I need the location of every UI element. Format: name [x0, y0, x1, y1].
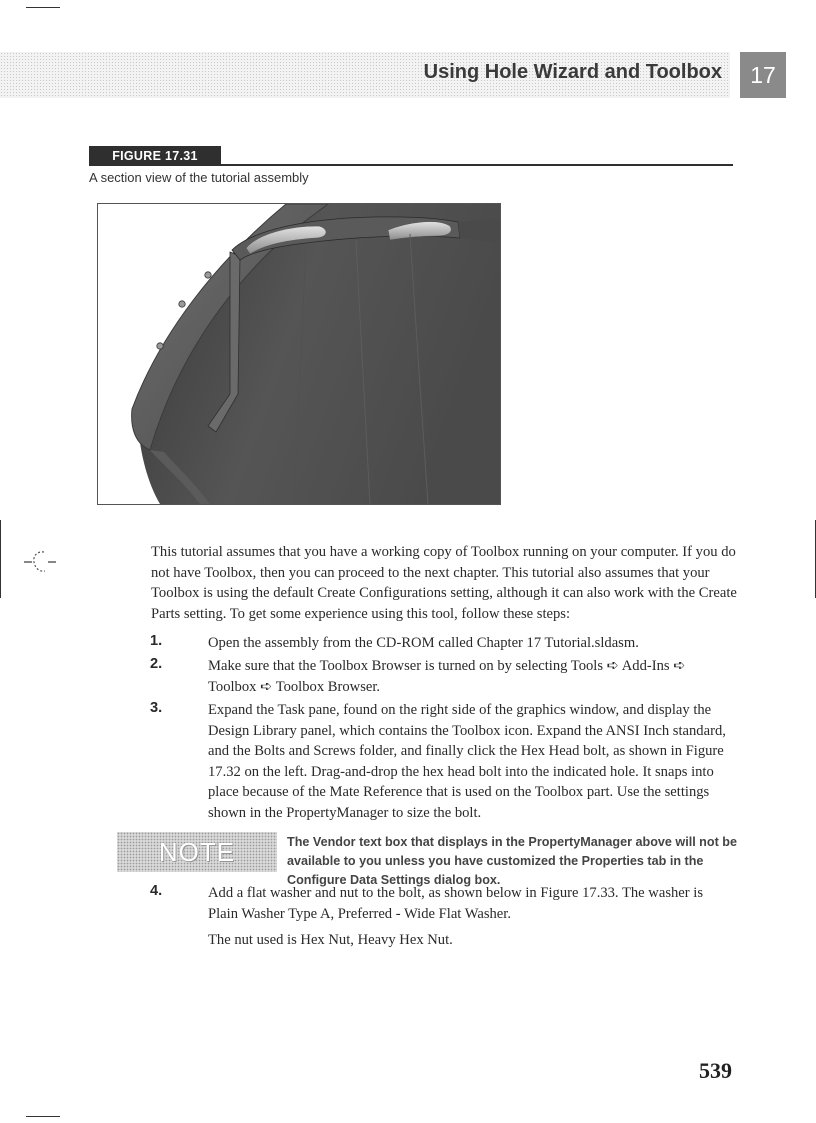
step-text: Open the assembly from the CD-ROM called Chapter 17 Tutorial.sldasm. [208, 635, 639, 651]
note-badge: NOTE [117, 832, 277, 872]
rim-hole [157, 343, 163, 349]
step-text: Expand the Task pane, found on the right side of the graphics window, and display the Design Library panel, which contains the Toolbox icon. Expand the ANSI Inch standard, and the Bolts and Screws folder, and finally click the Hex Head bolt, as shown in Figure 17.32 on the left. Drag-and-drop the hex head bolt into the indicated hole. It snaps into place because of the Mate Reference that is used on the Toolbox part. Use the settings shown in the PropertyManager to size the bolt. [208, 702, 726, 821]
note-text: The Vendor text box that displays in the PropertyManager above will not be available to you unless you have customized the Properties tab in the Configure Data Settings dialog box. [287, 835, 737, 887]
step-number: 4. [150, 883, 163, 899]
figure-rule [89, 164, 733, 166]
chapter-number-box: 17 [740, 52, 786, 98]
step-number: 2. [150, 656, 163, 672]
figure-label: FIGURE 17.31 [89, 146, 221, 165]
step-text: Add a flat washer and nut to the bolt, as shown below in Figure 17.33. The washer is Plain Washer Type A, Preferred - Wide Flat Washer. [208, 885, 704, 922]
step-number: 1. [150, 633, 163, 649]
running-header-title: Using Hole Wizard and Toolbox [423, 61, 722, 83]
figure-caption: A section view of the tutorial assembly [89, 170, 309, 185]
step-1 [150, 633, 734, 654]
step-4 [150, 883, 734, 951]
step-number: 3. [150, 700, 163, 716]
step-continuation: The nut used is Hex Nut, Heavy Hex Nut. [208, 932, 453, 948]
figure-image-section-view [97, 203, 501, 505]
crop-mark-left-edge [0, 520, 1, 598]
step-2 [150, 656, 734, 697]
shell-surface [138, 204, 500, 504]
step-3 [150, 700, 734, 823]
cd-rom-margin-icon [20, 548, 60, 576]
crop-mark-top-left [26, 7, 60, 8]
page-number: 539 [699, 1058, 732, 1083]
assembly-section-render [98, 204, 500, 504]
rim-hole [179, 301, 185, 307]
crop-mark-bottom-left [26, 1116, 60, 1117]
step-text: Make sure that the Toolbox Browser is turned on by selecting Tools ➪ Add-Ins ➪ Toolbox ➪ Toolbox Browser. [208, 658, 686, 695]
rim-hole [205, 272, 211, 278]
intro-paragraph: This tutorial assumes that you have a working copy of Toolbox running on your computer. If you do not have Toolbox, then you can proceed to the next chapter. This tutorial also assumes that your Toolbox is using the default Create Configurations setting, although it can also work with the Create Parts setting. To get some experience using this tool, follow these steps: [151, 544, 737, 622]
